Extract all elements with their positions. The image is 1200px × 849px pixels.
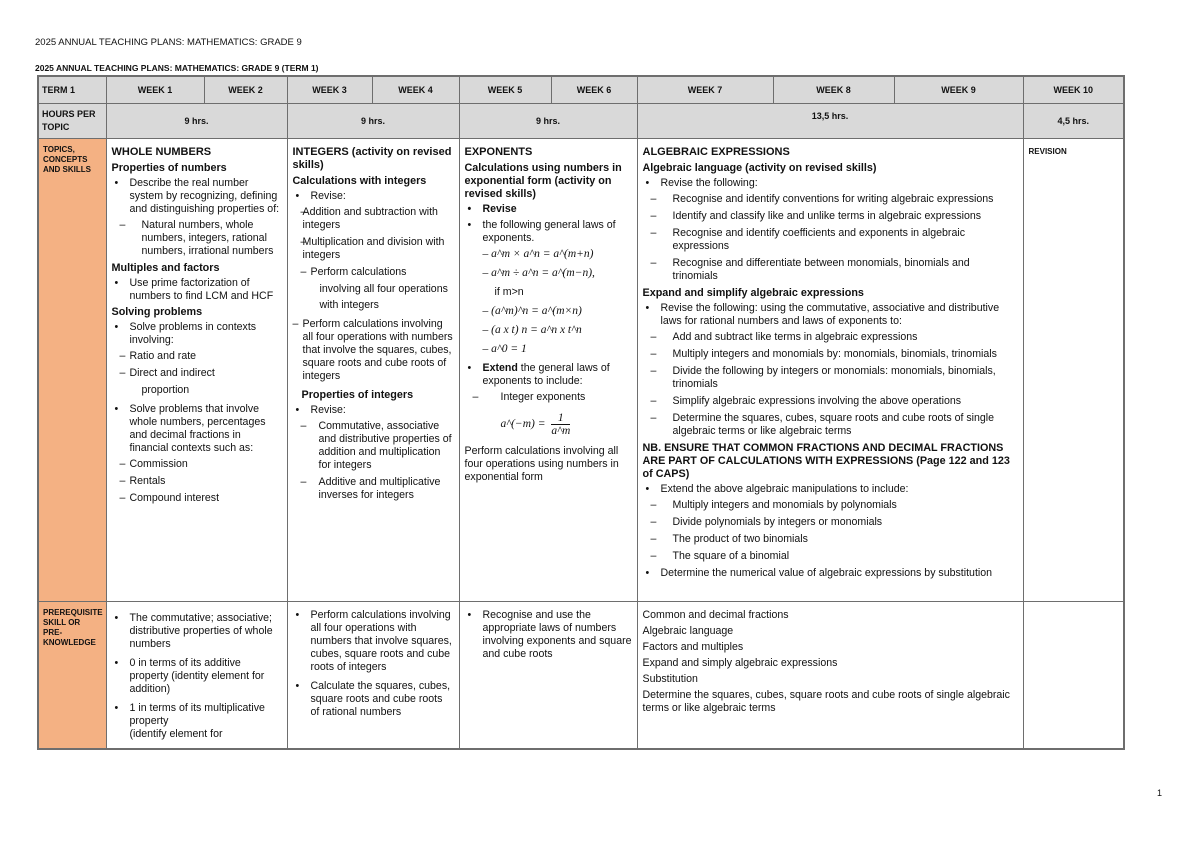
exponent-law: – (a x t) n = a^n x t^n (482, 324, 582, 336)
list-item: – Ratio and rate (112, 350, 282, 363)
hours-whole-numbers: 9 hrs. (106, 104, 287, 139)
hours-revision: 4,5 hrs. (1023, 104, 1124, 139)
list-item: • Revise: (293, 190, 454, 203)
list-item: • Solve problems in contexts involving: (112, 321, 282, 347)
list-item: – Divide the following by integers or monomials: monomials, binomials, trinomials (643, 365, 1018, 391)
multiples-heading: Multiples and factors (111, 262, 220, 274)
list-item: – Addition and subtraction with integers (293, 206, 454, 232)
list-item: – Perform calculations (293, 266, 454, 279)
list-item: • 0 in terms of its additive property (identity element for addition) (112, 657, 282, 696)
list-item: – The square of a binomial (643, 550, 1018, 563)
list-item: (identify element for (129, 728, 223, 740)
week-2-header: WEEK 2 (204, 76, 287, 104)
week-10-header: WEEK 10 (1023, 76, 1124, 104)
list-item: • Revise the following: (643, 177, 1018, 190)
prerequisite-row (38, 602, 1124, 750)
expand-simplify-heading: Expand and simplify algebraic expressions (642, 287, 864, 299)
week-header-row (38, 76, 1124, 104)
list-item: • Extend the general laws of exponents to include: (465, 362, 632, 388)
list-item: Algebraic language (642, 625, 734, 637)
solving-heading: Solving problems (111, 306, 203, 318)
list-item: – Recognise and identify conventions for writing algebraic expressions (643, 193, 1018, 206)
week-7-header: WEEK 7 (637, 76, 773, 104)
algebra-cell (637, 139, 1023, 602)
integers-title: INTEGERS (activity on revised skills) (292, 146, 452, 171)
list-item: • Determine the numerical value of algebraic expressions by substitution (643, 567, 1018, 580)
calc-integers-heading: Calculations with integers (292, 175, 427, 187)
revision-cell (1023, 139, 1124, 602)
teaching-plan-table (37, 75, 1125, 750)
week-8-header: WEEK 8 (773, 76, 894, 104)
prereq-revision-cell (1023, 602, 1124, 750)
list-item: • Revise (465, 203, 632, 216)
list-item: – Divide polynomials by integers or monomials (643, 516, 1018, 529)
exponent-law: – (a^m)^n = a^(m×n) (482, 305, 582, 317)
list-item: – Perform calculations involving all four operations with numbers that involve the squares, cubes, square roots and cube roots of integers (293, 318, 454, 383)
list-item: • Describe the real number system by recognizing, defining and distinguishing properties of: (112, 177, 282, 216)
whole-numbers-title: WHOLE NUMBERS (111, 146, 212, 158)
hours-exponents: 9 hrs. (459, 104, 637, 139)
list-item: – Additive and multiplicative inverses for integers (293, 476, 454, 502)
hours-row (38, 104, 1124, 139)
page-number: 1 (1157, 788, 1163, 798)
list-item: Determine the squares, cubes, square roots and cube roots of single algebraic terms or like algebraic terms (642, 689, 1010, 714)
hours-label: HOURS PER TOPIC (38, 104, 106, 139)
list-item: Substitution (642, 673, 698, 685)
exponent-law: – a^m × a^n = a^(m+n) (482, 248, 594, 260)
list-item: Expand and simply algebraic expressions (642, 657, 838, 669)
list-item: – Add and subtract like terms in algebraic expressions (643, 331, 1018, 344)
exponents-title: EXPONENTS (464, 146, 533, 158)
list-item: – Simplify algebraic expressions involving the above operations (643, 395, 1018, 408)
week-4-header: WEEK 4 (372, 76, 459, 104)
topics-label: TOPICS, CONCEPTS AND SKILLS (38, 139, 106, 602)
list-item: – Commission (112, 458, 282, 471)
properties-heading: Properties of numbers (111, 162, 227, 174)
prereq-whole-numbers-cell (106, 602, 287, 750)
list-item: involving all four operations (319, 283, 448, 295)
list-item: – The product of two binomials (643, 533, 1018, 546)
list-item: – Commutative, associative and distributive properties of addition and multiplication for integers (293, 420, 454, 472)
week-1-header: WEEK 1 (106, 76, 204, 104)
list-item: – Multiply integers and monomials by polynomials (643, 499, 1018, 512)
integers-cell (287, 139, 459, 602)
list-item: • Calculate the squares, cubes, square roots and cube roots of rational numbers (293, 680, 454, 719)
list-item: – Rentals (112, 475, 282, 488)
hours-algebra: 13,5 hrs. (637, 104, 1023, 139)
algebra-title: ALGEBRAIC EXPRESSIONS (642, 146, 790, 158)
list-item: – Direct and indirect (112, 367, 282, 380)
exponent-law: – a^0 = 1 (482, 343, 527, 355)
list-item: – Recognise and identify coefficients and exponents in algebraic expressions (643, 227, 1018, 253)
nb-note: NB. ENSURE THAT COMMON FRACTIONS AND DECIMAL FRACTIONS ARE PART OF CALCULATIONS WITH EXPRESSIONS (Page 122 and 123 of CAPS) (642, 442, 1010, 480)
list-item: proportion (141, 384, 190, 396)
term-label: TERM 1 (38, 76, 106, 104)
week-3-header: WEEK 3 (287, 76, 372, 104)
list-item: – Compound interest (112, 492, 282, 505)
document-title: 2025 ANNUAL TEACHING PLANS: MATHEMATICS: GRADE 9 (35, 37, 302, 48)
algebraic-language-heading: Algebraic language (activity on revised skills) (642, 162, 877, 174)
week-9-header: WEEK 9 (894, 76, 1023, 104)
list-item: – Integer exponents (465, 391, 632, 404)
list-item: with integers (319, 299, 379, 311)
list-item: • Recognise and use the appropriate laws of numbers involving exponents and square and cube roots (465, 609, 632, 661)
list-item: – Recognise and differentiate between monomials, binomials and trinomials (643, 257, 1018, 283)
list-item: • The commutative; associative; distributive properties of whole numbers (112, 612, 282, 651)
list-item: • Extend the above algebraic manipulations to include: (643, 483, 1018, 496)
list-item: – Determine the squares, cubes, square roots and cube roots of single algebraic terms or like algebraic terms (643, 412, 1018, 438)
list-item: – Identify and classify like and unlike terms in algebraic expressions (643, 210, 1018, 223)
list-item: • Perform calculations involving all four operations with numbers that involve squares, cubes, square roots and cube roots of integers (293, 609, 454, 674)
list-item: Factors and multiples (642, 641, 744, 653)
list-item: • 1 in terms of its multiplicative property (112, 702, 282, 728)
plan-title: 2025 ANNUAL TEACHING PLANS: MATHEMATICS: GRADE 9 (TERM 1) (35, 63, 319, 73)
list-item: Common and decimal fractions (642, 609, 789, 621)
list-item: • Revise the following: using the commutative, associative and distributive laws for rational numbers and laws of exponents to: (643, 302, 1018, 328)
properties-integers-heading: Properties of integers (301, 389, 414, 401)
list-item: – Multiplication and division with integers (293, 236, 454, 262)
prereq-exponents-cell (459, 602, 637, 750)
prereq-integers-cell (287, 602, 459, 750)
prerequisite-label: PREREQUISITE SKILL OR PRE-KNOWLEDGE (38, 602, 106, 750)
exponents-cell (459, 139, 637, 602)
exponent-law: – a^m ÷ a^n = a^(m−n), (482, 267, 595, 279)
week-6-header: WEEK 6 (551, 76, 637, 104)
negative-exponent-formula: a^(−m) = $\frac{1}{a\^{}m}$ (500, 412, 571, 437)
prereq-algebra-cell (637, 602, 1023, 750)
list-item: – Natural numbers, whole numbers, integers, rational numbers, irrational numbers (112, 219, 282, 258)
topics-row (38, 139, 1124, 602)
list-item: • Revise: (293, 404, 454, 417)
list-item: Perform calculations involving all four operations using numbers in exponential form (464, 445, 619, 483)
list-item: • the following general laws of exponents. (465, 219, 632, 245)
list-item: – Multiply integers and monomials by: monomials, binomials, trinomials (643, 348, 1018, 361)
calc-exponents-heading: Calculations using numbers in exponential form (activity on revised skills) (464, 162, 622, 200)
list-item: • Use prime factorization of numbers to find LCM and HCF (112, 277, 282, 303)
list-item: • Solve problems that involve whole numbers, percentages and decimal fractions in financial contexts such as: (112, 403, 282, 455)
whole-numbers-cell (106, 139, 287, 602)
hours-integers: 9 hrs. (287, 104, 459, 139)
revision-label: REVISION (1028, 147, 1067, 156)
week-5-header: WEEK 5 (459, 76, 551, 104)
exponent-law-condition: if m>n (494, 286, 524, 298)
